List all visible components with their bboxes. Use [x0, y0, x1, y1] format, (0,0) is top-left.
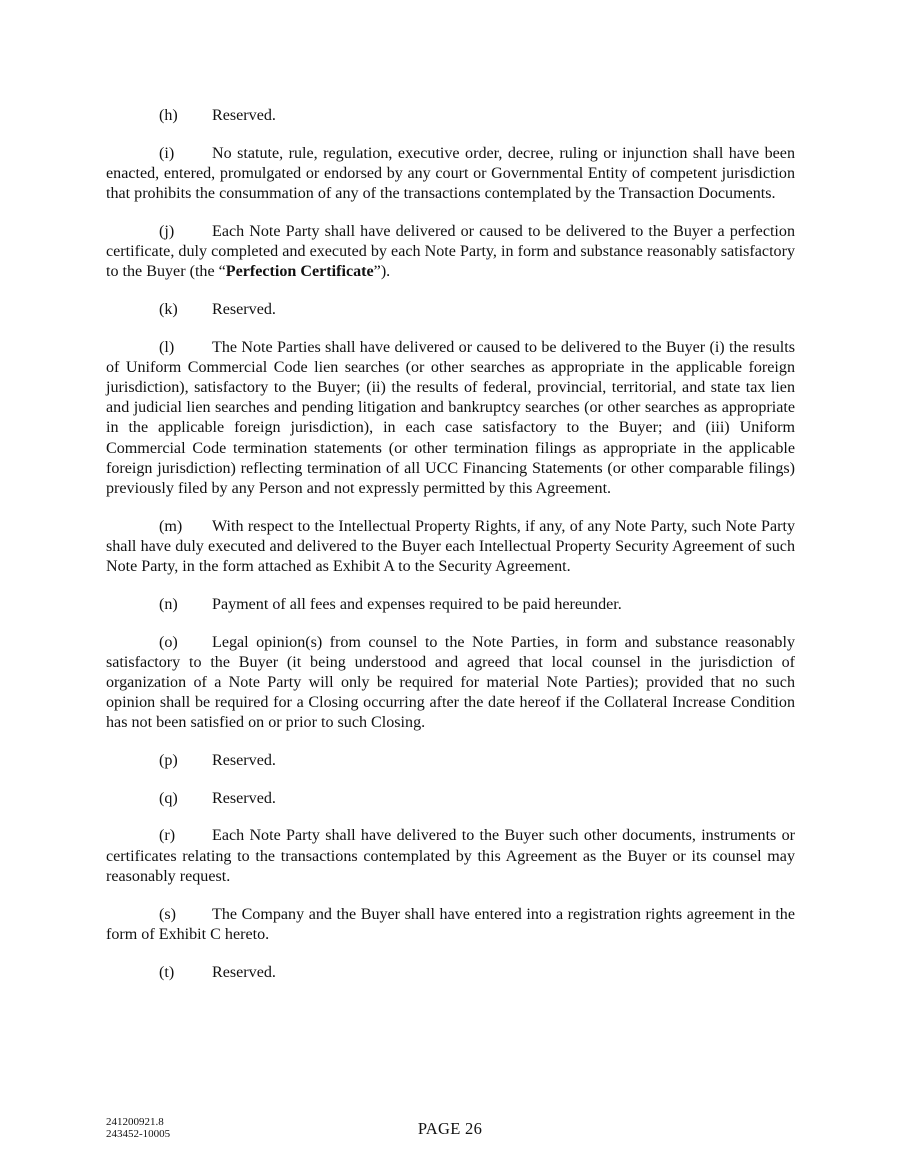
paragraph-text: Reserved.: [212, 752, 276, 770]
paragraph-k: [106, 300, 795, 320]
paragraph-marker: (m): [159, 517, 183, 535]
paragraph-t: [106, 963, 795, 983]
paragraph-text-end: ”).: [373, 263, 391, 281]
paragraph-marker: (l): [159, 338, 175, 356]
paragraph-marker: (s): [159, 905, 176, 923]
paragraph-marker: (r): [159, 827, 176, 845]
paragraph-text: Legal opinion(s) from counsel to the Note Parties, in form and substance reasonably satisfactory to the Buyer (it being understood and agreed that local counsel in the jurisdiction of organization of a Note Party will only be required for material Note Parties); provided that no such opinion shall be required for a Closing occurring after the date hereof if the Collateral Increase Condition has not been satisfied on or prior to such Closing.: [106, 633, 795, 732]
paragraph-marker: (p): [159, 752, 178, 770]
defined-term: Perfection Certificate: [225, 263, 374, 281]
paragraph-o: [106, 633, 795, 734]
document-id-line-1: 241200921.8: [106, 1116, 164, 1128]
paragraph-text: Reserved.: [212, 963, 276, 981]
paragraph-text: The Note Parties shall have delivered or caused to be delivered to the Buyer (i) the results of Uniform Commercial Code lien searches (or other searches as appropriate in the applicable foreign jurisdiction), satisfactory to the Buyer; (ii) the results of federal, provincial, territorial, and state tax lien and judicial lien searches and pending litigation and bankruptcy searches (or other searches as appropriate in the applicable foreign jurisdiction), in each case satisfactory to the Buyer; and (iii) Uniform Commercial Code termination statements (or other termination filings as appropriate in the applicable foreign jurisdiction) reflecting termination of all UCC Financing Statements (or other comparable filings) previously filed by any Person and not expressly permitted by this Agreement.: [106, 338, 795, 498]
paragraph-marker: (t): [159, 963, 175, 981]
paragraph-r: [106, 826, 795, 887]
paragraph-text: Reserved.: [212, 107, 276, 124]
paragraph-marker: (q): [159, 789, 178, 807]
paragraph-text: Each Note Party shall have delivered to the Buyer such other documents, instruments or certificates relating to the transactions contemplated by this Agreement as the Buyer or its counsel may reasonably request.: [106, 827, 795, 885]
paragraph-marker: (j): [159, 222, 175, 240]
paragraph-text: Payment of all fees and expenses required to be paid hereunder.: [212, 595, 622, 613]
paragraph-s: [106, 905, 795, 945]
paragraph-marker: (i): [159, 144, 175, 162]
paragraph-h: [106, 106, 795, 126]
paragraph-text: Reserved.: [212, 300, 276, 318]
paragraph-marker: (o): [159, 633, 178, 651]
paragraph-j: [106, 222, 795, 283]
paragraph-text: Reserved.: [212, 789, 276, 807]
paragraph-text: The Company and the Buyer shall have entered into a registration rights agreement in the form of Exhibit C hereto.: [106, 905, 795, 943]
paragraph-text: Each Note Party shall have delivered or caused to be delivered to the Buyer a perfection certificate, duly completed and executed by each Note Party, in form and substance reasonably satisfactory to the Buyer (the “: [106, 222, 795, 281]
paragraph-text: No statute, rule, regulation, executive order, decree, ruling or injunction shall have been enacted, entered, promulgated or endorsed by any court or Governmental Entity of competent jurisdiction that prohibits the consummation of any of the transactions contemplated by the Transaction Documents.: [106, 144, 795, 203]
paragraph-p: [106, 751, 795, 771]
paragraph-m: [106, 517, 795, 578]
paragraph-q: [106, 789, 795, 809]
paragraph-marker: (h): [159, 107, 178, 124]
page-number: PAGE 26: [417, 1119, 483, 1138]
paragraph-marker: (k): [159, 300, 178, 318]
document-id-line-2: 243452-10005: [106, 1128, 171, 1140]
paragraph-n: [106, 595, 795, 615]
paragraph-i: [106, 144, 795, 205]
document-body: [106, 106, 795, 1000]
paragraph-l: [106, 338, 795, 500]
paragraph-text: With respect to the Intellectual Property Rights, if any, of any Note Party, such Note Party shall have duly executed and delivered to the Buyer each Intellectual Property Security Agreement of such Note Party, in the form attached as Exhibit A to the Security Agreement.: [106, 517, 795, 576]
paragraph-marker: (n): [159, 595, 178, 613]
